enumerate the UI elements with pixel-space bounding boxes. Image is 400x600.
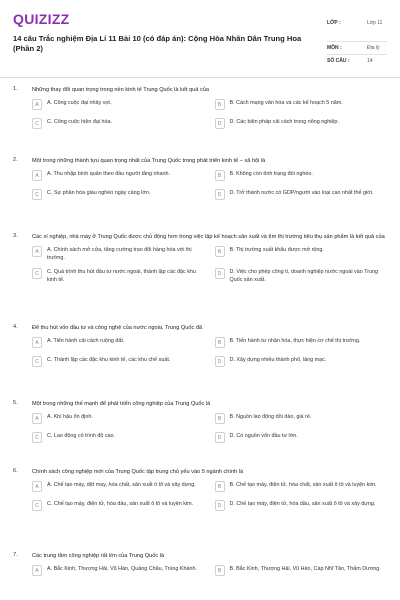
option-text: B. Không còn tình trạng đói nghèo.: [229, 171, 313, 177]
option-b[interactable]: [215, 412, 390, 426]
option-text: D. Việc cho phép công ti, doanh nghiệp nước ngoài vào Trung Quốc sản xuất.: [229, 269, 378, 283]
header-left: [13, 11, 313, 68]
option-text: D. Chế tạo máy, điện tử, hóa dầu, sản xuất ô tô và xây dựng.: [229, 501, 376, 507]
option-letter: D: [215, 189, 225, 200]
option-letter: B: [215, 337, 225, 348]
option-letter: C: [32, 118, 42, 129]
option-letter: B: [215, 565, 225, 576]
option-d[interactable]: [215, 431, 390, 445]
option-d[interactable]: [215, 117, 390, 131]
question-number: 1.: [13, 86, 18, 92]
option-letter: D: [215, 356, 225, 367]
question-text: Để thu hút vốn đầu tư và công nghệ của nước ngoài, Trung Quốc đã: [32, 325, 203, 331]
option-c[interactable]: [32, 499, 207, 513]
option-text: A. Thu nhập bình quân theo đầu người tăng nhanh.: [47, 171, 171, 177]
header: [13, 0, 387, 68]
option-text: D. Xây dựng nhiều thành phố, làng mạc.: [229, 357, 327, 363]
question-text: Các trung tâm công nghiệp rất lớn của Trung Quốc là: [32, 553, 165, 559]
option-letter: A: [32, 99, 42, 110]
subject-label: MÔN :: [327, 45, 342, 51]
question-number: 6.: [13, 468, 18, 474]
option-text: D. Trở thành nước có GDP/người vào loại cao nhất thế giới.: [229, 190, 374, 196]
question-6: [13, 468, 389, 513]
meta-box: [327, 17, 387, 68]
option-b[interactable]: [215, 480, 390, 494]
meta-class-row: [327, 17, 387, 42]
question-number: 2.: [13, 157, 18, 163]
option-text: A. Chính sách mở cửa, tăng cường trao đổi hàng hóa với thị trường.: [47, 247, 192, 261]
class-value: Lớp 11: [367, 20, 383, 26]
question-3: [13, 233, 389, 284]
question-4: [13, 324, 389, 369]
option-d[interactable]: [215, 267, 390, 284]
option-letter: A: [32, 481, 42, 492]
count-label: SỐ CÂU :: [327, 58, 350, 64]
count-value: 14: [367, 58, 373, 64]
option-letter: B: [215, 99, 225, 110]
option-letter: C: [32, 500, 42, 511]
option-c[interactable]: [32, 431, 207, 445]
option-text: B. Cách mạng văn hóa và các kế hoạch 5 năm.: [229, 100, 343, 106]
class-label: LỚP :: [327, 20, 341, 26]
option-letter: D: [215, 268, 225, 279]
meta-count-row: [327, 55, 387, 68]
option-d[interactable]: [215, 499, 390, 513]
option-text: C. Chế tạo máy, điện tử, hóa dầu, sản xuất ô tô và luyện kim.: [47, 501, 194, 507]
option-c[interactable]: [32, 117, 207, 131]
option-d[interactable]: [215, 355, 390, 369]
option-text: A. Tiến hành cải cách ruộng đất.: [47, 338, 125, 344]
option-letter: C: [32, 432, 42, 443]
option-text: A. Khí hậu ổn định.: [47, 414, 93, 420]
option-text: A. Công cuộc đại nhảy vọt.: [47, 100, 112, 106]
option-letter: D: [215, 118, 225, 129]
meta-subject-row: [327, 42, 387, 55]
option-b[interactable]: [215, 564, 390, 578]
option-c[interactable]: [32, 188, 207, 202]
option-a[interactable]: [32, 336, 207, 350]
option-a[interactable]: [32, 564, 207, 578]
option-text: B. Chế tạo máy, điện tử, hóa chất, sản xuất ô tô và luyện kim.: [229, 482, 377, 488]
option-b[interactable]: [215, 98, 390, 112]
subject-value: Địa lý: [367, 45, 380, 51]
option-letter: B: [215, 481, 225, 492]
question-text: Chính sách công nghiệp mới của Trung Quốc tập trung chủ yếu vào 5 ngành chính là: [32, 469, 244, 475]
option-letter: C: [32, 268, 42, 279]
option-text: B. Nguồn lao động dồi dào, giá rẻ.: [229, 414, 312, 420]
option-text: A. Bắc Kinh, Thượng Hải, Vũ Hán, Quảng Châu, Trùng Khánh.: [47, 566, 197, 572]
option-text: A. Chế tạo máy, dệt may, hóa chất, sản xuất ô tô và xây dựng.: [47, 482, 196, 488]
question-text: Một trong những thành tựu quan trọng nhất của Trung Quốc trong phát triển kinh tế – xã hội là: [32, 158, 266, 164]
option-text: D. Các biện pháp cải cách trong nông nghiệp.: [229, 119, 339, 125]
option-letter: B: [215, 413, 225, 424]
option-text: B. Thị trường xuất khẩu được mở rộng.: [229, 247, 324, 253]
question-number: 7.: [13, 552, 18, 558]
option-letter: B: [215, 170, 225, 181]
option-a[interactable]: [32, 480, 207, 494]
option-text: D. Có nguồn vốn đầu tư lớn.: [229, 433, 298, 439]
option-b[interactable]: [215, 169, 390, 183]
option-letter: C: [32, 356, 42, 367]
option-a[interactable]: [32, 169, 207, 183]
option-d[interactable]: [215, 188, 390, 202]
question-5: [13, 400, 389, 445]
quizizz-logo[interactable]: QUIZIZZ: [13, 11, 70, 27]
option-letter: A: [32, 246, 42, 257]
option-a[interactable]: [32, 412, 207, 426]
header-divider: [0, 77, 400, 78]
option-b[interactable]: [215, 336, 390, 350]
question-text: Một trong những thế mạnh để phát triển công nghiệp của Trung Quốc là: [32, 401, 211, 407]
option-c[interactable]: [32, 267, 207, 284]
option-a[interactable]: [32, 98, 207, 112]
option-a[interactable]: [32, 245, 207, 262]
option-c[interactable]: [32, 355, 207, 369]
option-letter: D: [215, 432, 225, 443]
option-text: C. Thành lập các đặc khu kinh tế, các khu chế xuất.: [47, 357, 171, 363]
question-2: [13, 157, 389, 202]
option-letter: B: [215, 246, 225, 257]
option-letter: D: [215, 500, 225, 511]
option-text: C. Lao động có trình độ cao.: [47, 433, 116, 439]
question-number: 3.: [13, 233, 18, 239]
question-7: [13, 552, 389, 578]
option-text: C. Quá trình thu hút đầu tư nước ngoài, thành lập các đặc khu kinh tế.: [47, 269, 196, 283]
question-text: Các xí nghiệp, nhà máy ở Trung Quốc được chủ động hơn trong việc lập kế hoạch sản xuất và tìm thị trường tiêu thụ sản phẩm là kết quả của: [32, 234, 385, 240]
option-letter: A: [32, 565, 42, 576]
option-text: C. Công cuộc hiện đại hóa.: [47, 119, 113, 125]
option-letter: C: [32, 189, 42, 200]
option-letter: A: [32, 170, 42, 181]
option-letter: A: [32, 413, 42, 424]
option-text: B. Tiến hành tư nhân hóa, thực hiện cơ chế thị trường.: [229, 338, 361, 344]
option-b[interactable]: [215, 245, 390, 262]
option-letter: A: [32, 337, 42, 348]
question-number: 4.: [13, 324, 18, 330]
option-text: B. Bắc Kinh, Thượng Hải, Vũ Hán, Cáp Nhĩ Tân, Thẩm Dương.: [229, 566, 381, 572]
question-text: Những thay đổi quan trọng trong nền kinh tế Trung Quốc là kết quả của: [32, 87, 209, 93]
question-number: 5.: [13, 400, 18, 406]
question-1: [13, 86, 389, 131]
option-text: C. Sự phân hóa giàu nghèo ngày càng lớn.: [47, 190, 151, 196]
document-title: 14 câu Trắc nghiệm Địa Lí 11 Bài 10 (có đáp án): Cộng Hòa Nhân Dân Trung Hoa (Phần 2): [13, 34, 302, 53]
